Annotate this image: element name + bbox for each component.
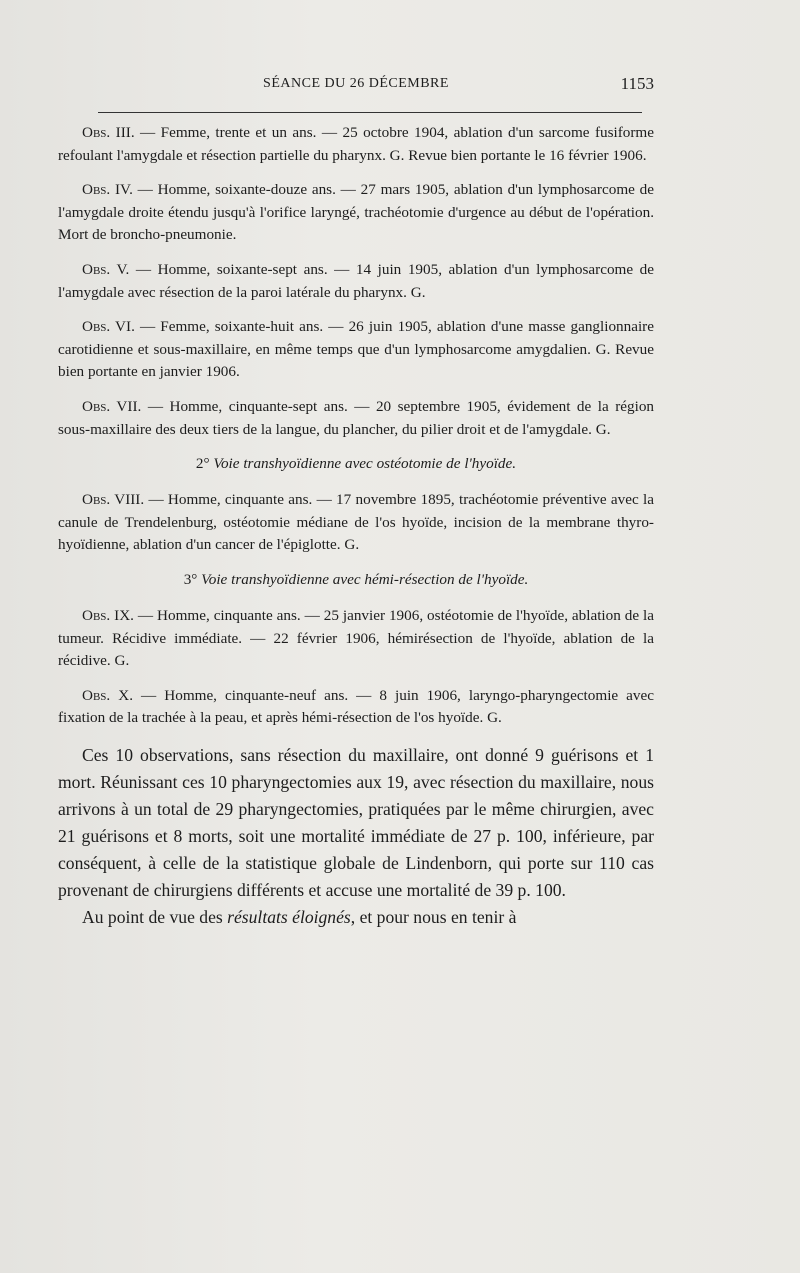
observation-label: Obs. V. (82, 260, 130, 278)
observation-label: Obs. X. (82, 686, 134, 704)
observation-text: — Homme, cinquante ans. — 17 novembre 1895, trachéotomie préventive avec la canule de Trendelenburg, ostéotomie médiane de l'os hyoïde, incision de la membrane thyro-hyoïdienne, ablation d'un cancer de l'épiglotte. G. (58, 491, 654, 554)
observation-label: Obs. VII. (82, 397, 142, 415)
results-italic: résultats éloignés (227, 906, 351, 927)
section-number: 3° (183, 570, 198, 588)
observation-3 (58, 122, 654, 167)
observation-text: — Femme, soixante-huit ans. — 26 juin 1905, ablation d'une masse ganglionnaire carotidienne et sous-maxillaire, en même temps que d'un lymphosarcome amygdalien. G. Revue bien portante en janvier 1906. (58, 318, 654, 381)
section-title: Voie transhyoïdienne avec hémi-résection de l'hyoïde. (197, 570, 529, 588)
section-number: 2° (195, 455, 210, 473)
running-header (58, 76, 654, 100)
page-number: 1153 (620, 74, 654, 93)
section-title: Voie transhyoïdienne avec ostéotomie de l'hyoïde. (209, 455, 517, 473)
observation-4 (58, 179, 654, 247)
observation-6 (58, 316, 654, 384)
observation-7 (58, 396, 654, 441)
observation-label: Obs. IX. (82, 606, 134, 624)
results-text-after: , et pour nous en tenir à (350, 906, 517, 927)
section-heading-2 (58, 453, 654, 475)
observation-10 (58, 685, 654, 730)
observation-text: — Homme, soixante-douze ans. — 27 mars 1905, ablation d'un lymphosarcome de l'amygdale droite étendu jusqu'à l'orifice laryngé, trachéotomie d'urgence au début de l'opération. Mort de broncho-pneumonie. (58, 181, 654, 244)
observation-label: Obs. IV. (82, 181, 133, 199)
summary-paragraph: Ces 10 observations, sans résection du maxillaire, ont donné 9 guérisons et 1 mort. Réunissant ces 10 pharyngectomies aux 19, avec résection du maxillaire, nous arrivons à un total de 29 pharyngectomies, pratiquées par le même chirurgien, avec 21 guérisons et 8 morts, soit une mortalité immédiate de 27 p. 100, inférieure, par conséquent, à celle de la statistique globale de Lindenborn, qui porte sur 110 cas provenant de chirurgiens différents et accuse une mortalité de 39 p. 100. (58, 744, 654, 900)
observation-8 (58, 489, 654, 557)
observation-label: Obs. VIII. (82, 491, 145, 509)
page-body (58, 122, 654, 931)
observation-label: Obs. III. (82, 124, 135, 141)
observation-text: — Homme, cinquante ans. — 25 janvier 1906, ostéotomie de l'hyoïde, ablation de la tumeur. Récidive immédiate. — 22 février 1906, hémirésection de l'hyoïde, ablation de la récidive. G. (58, 606, 654, 670)
section-heading-3 (58, 569, 654, 591)
observation-5 (58, 259, 654, 304)
observation-text: — Homme, soixante-sept ans. — 14 juin 1905, ablation d'un lymphosarcome de l'amygdale avec résection de la paroi latérale du pharynx. G. (58, 260, 654, 301)
observation-label: Obs. VI. (82, 318, 135, 336)
results-paragraph (58, 904, 654, 931)
results-text-before: Au point de vue des (82, 906, 228, 927)
header-rule (98, 112, 642, 113)
observation-text: — Homme, cinquante-sept ans. — 20 septembre 1905, évidement de la région sous-maxillaire des deux tiers de la langue, du plancher, du pilier droit et de l'amygdale. G. (58, 397, 655, 438)
running-title: SÉANCE DU 26 DÉCEMBRE (263, 76, 449, 91)
observation-9 (58, 605, 654, 673)
observation-text: — Femme, trente et un ans. — 25 octobre 1904, ablation d'un sarcome fusiforme refoulant l'amygdale et résection partielle du pharynx. G. Revue bien portante le 16 février 1906. (58, 124, 654, 164)
observation-text: — Homme, cinquante-neuf ans. — 8 juin 1906, laryngo-pharyngectomie avec fixation de la trachée à la peau, et après hémi-résection de l'os hyoïde. G. (58, 686, 654, 727)
